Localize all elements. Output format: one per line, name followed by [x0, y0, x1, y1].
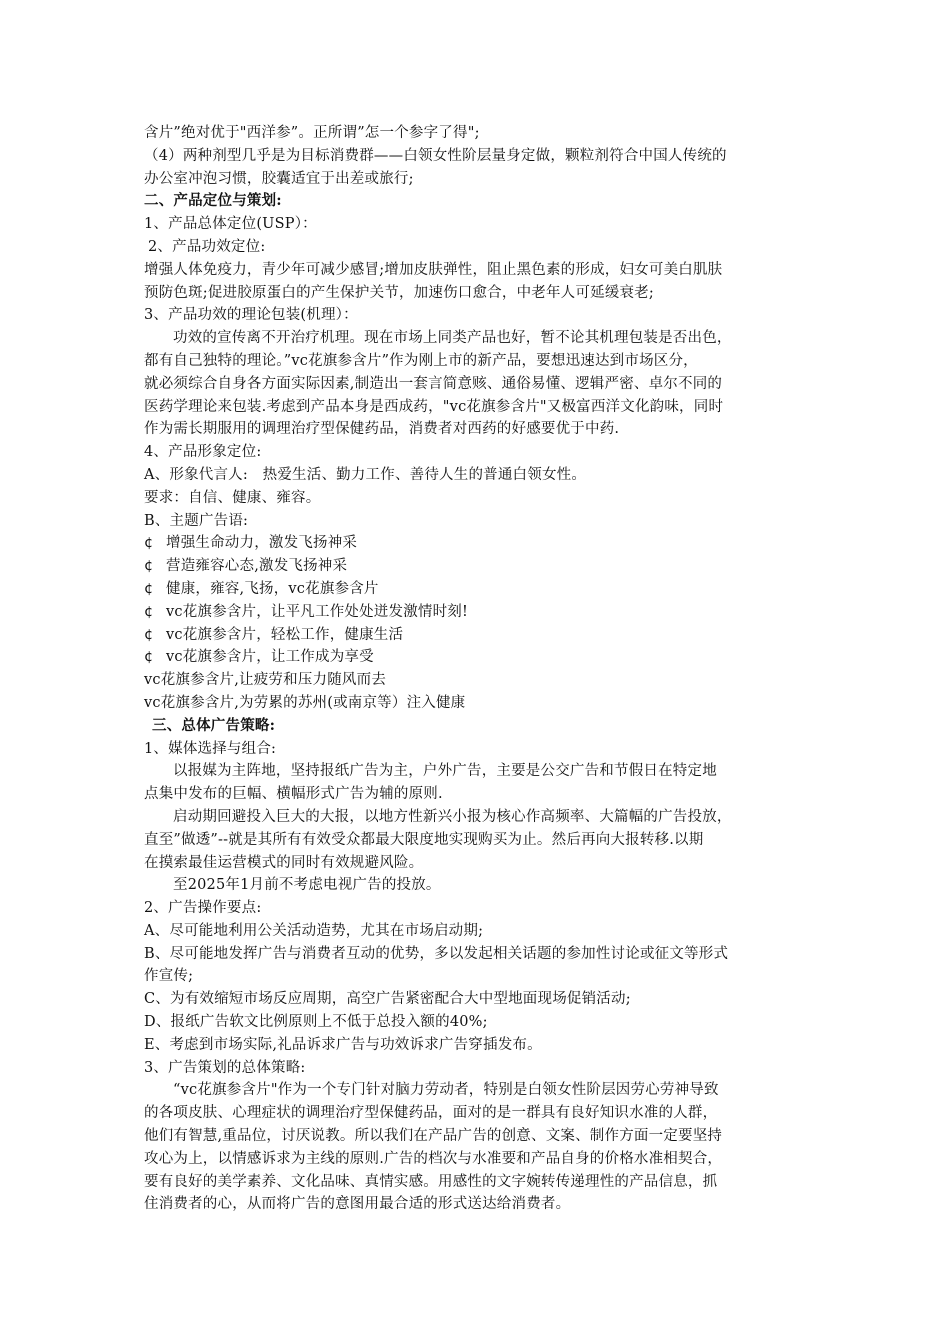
- text-line: B、主题广告语:: [144, 512, 249, 529]
- bullet-icon: ¢: [144, 535, 154, 552]
- bullet-icon: ¢: [144, 580, 154, 597]
- text-line: 作宣传;: [144, 968, 194, 985]
- text-line: 2、广告操作要点:: [144, 900, 262, 917]
- text-line: 3、广告策划的总体策略:: [144, 1059, 306, 1076]
- text-line: 点集中发布的巨幅、横幅形式广告为辅的原则.: [144, 786, 443, 803]
- text-line: 以报媒为主阵地，坚持报纸广告为主，户外广告，主要是公交广告和节假日在特定地: [173, 763, 717, 780]
- text-line: 直至”做透”--就是其所有有效受众都最大限度地实现购买为止。然后再向大报转移.以期: [144, 831, 704, 848]
- text-line: 要有良好的美学素养、文化品味、真情实感。用感性的文字婉转传递理性的产品信息，抓: [144, 1173, 718, 1190]
- document-page: [144, 122, 816, 1216]
- text-line: 就必须综合自身各方面实际因素,制造出一套言简意赅、通俗易懂、逻辑严密、卓尔不同的: [144, 375, 723, 392]
- text-line: vc花旗参含片,为劳累的苏州(或南京等）注入健康: [144, 694, 466, 711]
- text-line: 三、总体广告策略:: [152, 716, 276, 734]
- bullet-icon: ¢: [144, 626, 154, 643]
- text-line: 住消费者的心，从而将广告的意图用最合适的形式送达给消费者。: [144, 1196, 571, 1213]
- slogan-text: vc花旗参含片，轻松工作，健康生活: [166, 626, 404, 643]
- bullet-icon: ¢: [144, 558, 154, 575]
- text-line: 3、产品功效的理论包装(机理）：: [144, 307, 358, 324]
- text-line: E、考虑到市场实际,礼品诉求广告与功效诉求广告穿插发布。: [144, 1036, 542, 1053]
- slogan-item: [144, 646, 816, 669]
- slogan-item: [144, 578, 816, 601]
- slogan-text: 营造雍容心态,激发飞扬神采: [166, 558, 348, 575]
- text-line: 作为需长期服用的调理治疗型保健药品，消费者对西药的好感要优于中药.: [144, 421, 620, 438]
- text-line: 增强人体免疫力，青少年可减少感冒;增加皮肤弹性，阻止黑色素的形成，妇女可美白肌肤: [144, 261, 723, 278]
- slogan-item: [144, 532, 816, 555]
- slogan-text: vc花旗参含片，让工作成为享受: [166, 649, 374, 666]
- text-line: B、尽可能地发挥广告与消费者互动的优势，多以发起相关话题的参加性讨论或征文等形式: [144, 945, 729, 962]
- text-line: A、尽可能地利用公关活动造势，尤其在市场启动期;: [144, 922, 484, 939]
- text-line: 在摸索最佳运营模式的同时有效规避风险。: [144, 854, 424, 871]
- bullet-icon: ¢: [144, 603, 154, 620]
- text-line: 启动期回避投入巨大的大报，以地方性新兴小报为核心作高频率、大篇幅的广告投放，: [173, 808, 732, 825]
- text-line: 预防色斑;促进胶原蛋白的产生保护关节，加速伤口愈合，中老年人可延缓衰老;: [144, 284, 654, 301]
- slogan-item: [144, 624, 816, 647]
- slogan-item: [144, 555, 816, 578]
- text-line: 都有自己独特的理论。”vc花旗参含片”作为刚上市的新产品，要想迅速达到市场区分，: [144, 352, 698, 369]
- text-line: D、报纸广告软文比例原则上不低于总投入额的40%;: [144, 1014, 488, 1031]
- slogan-item: [144, 601, 816, 624]
- text-block-positioning: [144, 122, 816, 532]
- text-line: 攻心为上，以情感诉求为主线的原则.广告的档次与水准要和产品自身的价格水准相契合，: [144, 1150, 723, 1167]
- bullet-icon: ¢: [144, 649, 154, 666]
- text-line: 他们有智慧,重品位，讨厌说教。所以我们在产品广告的创意、文案、制作方面一定要坚持: [144, 1128, 723, 1145]
- text-line: vc花旗参含片,让疲劳和压力随风而去: [144, 672, 387, 689]
- text-line: 含片”绝对优于"西洋参”。正所谓”怎一个参字了得";: [144, 125, 480, 141]
- text-line: （4）两种剂型几乎是为目标消费群——白领女性阶层量身定做，颗粒剂符合中国人传统的: [144, 147, 727, 164]
- slogan-text: 健康，雍容,飞扬，vc花旗参含片: [166, 580, 379, 597]
- text-line: 要求：自信、健康、雍容。: [144, 489, 321, 506]
- text-line: 办公室冲泡习惯，胶囊适宜于出差或旅行;: [144, 170, 414, 187]
- text-line: 1、媒体选择与组合:: [144, 740, 277, 757]
- text-line: 2、产品功效定位:: [148, 238, 266, 255]
- text-line: 1、产品总体定位(USP）：: [144, 216, 317, 233]
- text-line: 至2025年1月前不考虑电视广告的投放。: [173, 877, 441, 894]
- text-line: “vc花旗参含片"作为一个专门针对脑力劳动者，特别是白领女性阶层因劳心劳神导致: [173, 1082, 719, 1099]
- text-line: 功效的宣传离不开治疗机理。现在市场上同类产品也好，暂不论其机理包装是否出色，: [173, 330, 732, 347]
- slogan-text: 增强生命动力，激发飞扬神采: [166, 535, 358, 552]
- slogan-list: [144, 532, 816, 669]
- text-line: A、形象代言人: 热爱生活、勤力工作、善待人生的普通白领女性。: [144, 466, 587, 483]
- text-line: 的各项皮肤、心理症状的调理治疗型保健药品，面对的是一群具有良好知识水准的人群，: [144, 1105, 718, 1122]
- text-line: 二、产品定位与策划:: [144, 192, 282, 210]
- text-line: 4、产品形象定位:: [144, 444, 262, 461]
- text-line: 医药学理论来包装.考虑到产品本身是西成药，"vc花旗参含片"又极富西洋文化韵味，同时: [144, 398, 724, 415]
- slogan-text: vc花旗参含片，让平凡工作处处迸发激情时刻!: [166, 603, 469, 620]
- text-block-ad-strategy: [144, 669, 816, 1216]
- text-line: C、为有效缩短市场反应周期，高空广告紧密配合大中型地面现场促销活动;: [144, 991, 631, 1008]
